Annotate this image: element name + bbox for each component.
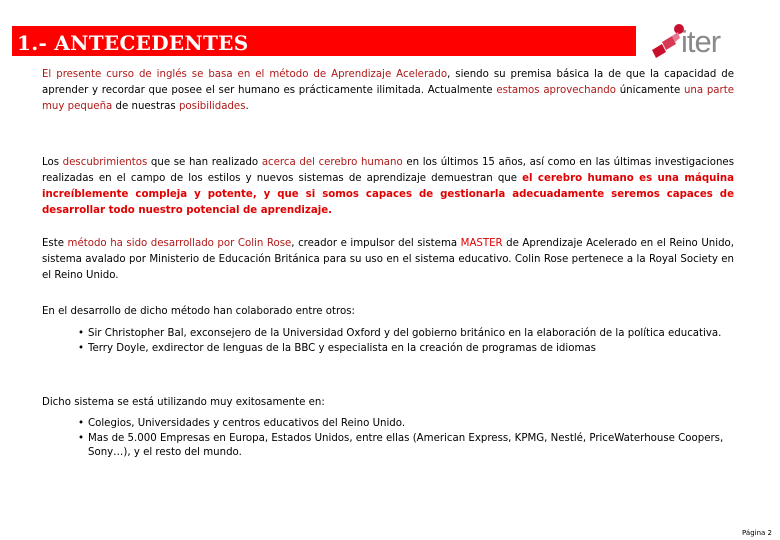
text-segment: el cerebro humano es una máquina increíblemente compleja y potente, y que si somos capaces de gestionarla adecuadamente seremos capaces de desarrollar todo nuestro potencial de aprendizaje.	[42, 173, 734, 216]
paragraph-discoveries	[42, 155, 734, 219]
text-segment: que se han realizado	[147, 157, 262, 168]
text-segment: descubrimientos	[62, 157, 148, 168]
text-segment: en los últimos 15 años, así como en las últimas investigaciones realizadas en el campo de los estilos y nuevos sistemas de aprendizaje demuestran que	[42, 157, 735, 184]
text-segment: método ha sido desarrollado por Colin Rose	[67, 238, 292, 249]
text-segment: .	[245, 101, 249, 112]
list-item: • Mas de 5.000 Empresas en Europa, Estados Unidos, entre ellas (American Express, KPMG, Nestlé, PriceWaterhouse Coopers, Sony…), y el resto del mundo.	[78, 432, 734, 461]
paragraph-collaborators	[42, 304, 734, 320]
text-segment: Este	[42, 238, 68, 249]
page-number: Página 2	[742, 529, 772, 537]
text-segment: posibilidades	[178, 101, 246, 112]
text-segment: de nuestras	[112, 101, 179, 112]
logo-text: iter	[681, 24, 721, 59]
iter-logo	[648, 22, 743, 62]
list-item: • Sir Christopher Bal, exconsejero de la Universidad Oxford y del gobierno británico en la elaboración de la política educativa.	[78, 327, 734, 342]
usage-list	[78, 417, 734, 461]
list-item: • Terry Doyle, exdirector de lenguas de la BBC y especialista en la creación de programas de idiomas	[78, 342, 734, 357]
text-segment: acerca del cerebro humano	[261, 157, 403, 168]
text-segment: , creador e impulsor del sistema	[291, 238, 461, 249]
paragraph-intro	[42, 67, 734, 115]
text-segment: En el desarrollo de dicho método han colaborado entre otros:	[42, 306, 355, 317]
text-segment: Dicho sistema se está utilizando muy exitosamente en:	[42, 397, 325, 408]
text-segment: una parte muy pequeña	[42, 85, 734, 112]
text-segment: , siendo su premisa básica la de que la capacidad de aprender y recordar que posee el ser humano es prácticamente ilimitada. Actualmente	[42, 69, 734, 96]
title-bar	[12, 26, 636, 56]
list-item: • Colegios, Universidades y centros educativos del Reino Unido.	[78, 417, 734, 432]
text-segment: de Aprendizaje Acelerado en el Reino Unido, sistema avalado por Ministerio de Educación Británica para su uso en el sistema educativo. Colin Rose pertenece a la Royal Society en el Reino Unido.	[42, 238, 735, 281]
paragraph-usage	[42, 395, 734, 411]
text-segment: El presente curso de inglés se basa en el método de Aprendizaje Acelerado	[42, 69, 448, 80]
text-segment: estamos aprovechando	[496, 85, 616, 96]
text-segment: MASTER	[460, 238, 503, 249]
paragraph-method	[42, 236, 734, 284]
text-segment: Los	[42, 157, 63, 168]
text-segment: únicamente	[615, 85, 684, 96]
collaborators-list	[78, 327, 734, 356]
page-title: 1.- ANTECEDENTES	[17, 31, 249, 55]
